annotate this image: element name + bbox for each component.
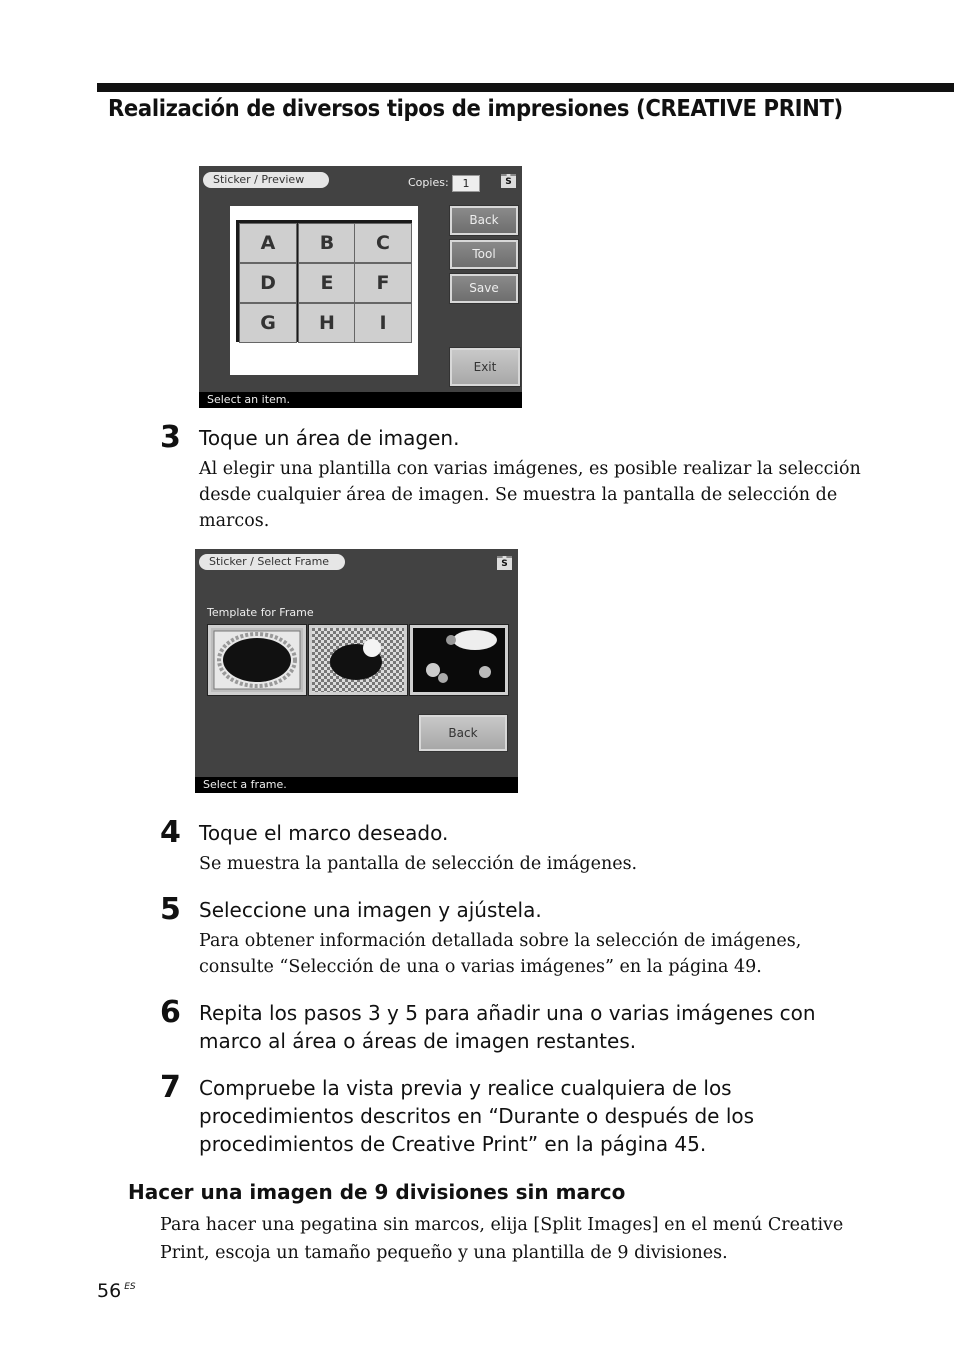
step-title: Seleccione una imagen y ajústela. [199, 898, 542, 922]
step-number: 3 [160, 420, 181, 455]
screen-title: Sticker / Preview [203, 172, 329, 188]
oval-frame-image [211, 628, 303, 692]
step-body-line: Para obtener información detallada sobre la selección de imágenes, [199, 931, 802, 951]
step-body-line: Se muestra la pantalla de selección de imágenes. [199, 854, 638, 874]
grid-cell-e[interactable]: E [298, 263, 356, 303]
step-title: Toque un área de imagen. [199, 426, 460, 450]
step-body-line: marcos. [199, 511, 270, 531]
step-line: Compruebe la vista previa y realice cualquiera de los [199, 1076, 732, 1100]
frame-thumbnail-pattern[interactable] [309, 625, 407, 695]
header-rule [97, 83, 954, 92]
exit-button[interactable]: Exit [450, 348, 520, 386]
grid-cell-g[interactable]: G [239, 303, 297, 343]
frame-thumbnail-oval[interactable] [208, 625, 306, 695]
copies-label: Copies: [408, 176, 449, 189]
step-body-line: consulte “Selección de una o varias imágenes” en la página 49. [199, 957, 762, 977]
step-body-line: desde cualquier área de imagen. Se muestra la pantalla de selección de [199, 485, 838, 505]
grid-cell-h[interactable]: H [298, 303, 356, 343]
step-body-line: Al elegir una plantilla con varias imágenes, es posible realizar la selección [199, 459, 861, 479]
copies-input[interactable]: 1 [452, 175, 480, 192]
step-line: marco al área o áreas de imagen restantes. [199, 1029, 637, 1053]
step-number: 5 [160, 892, 181, 927]
status-bar: Select an item. [199, 392, 522, 408]
back-button[interactable]: Back [419, 715, 507, 751]
status-bar: Select a frame. [195, 777, 518, 793]
grid-cell-a[interactable]: A [239, 223, 297, 263]
step-title: Toque el marco deseado. [199, 821, 449, 845]
step-number: 4 [160, 815, 181, 850]
grid-cell-f[interactable]: F [354, 263, 412, 303]
step-line: procedimientos de Creative Print” en la página 45. [199, 1132, 707, 1156]
step-number: 7 [160, 1070, 181, 1105]
select-frame-screenshot [195, 549, 518, 793]
back-button[interactable]: Back [450, 206, 518, 235]
frame-thumbnail-floral[interactable] [410, 625, 508, 695]
save-button[interactable]: Save [450, 274, 518, 303]
pattern-frame-image [312, 628, 404, 692]
screen-title: Sticker / Select Frame [199, 554, 345, 570]
page-number: 56 $^{ES}$ [97, 1280, 136, 1302]
template-label: Template for Frame [207, 606, 314, 619]
step-line: Repita los pasos 3 y 5 para añadir una o varias imágenes con [199, 1001, 816, 1025]
preview-screenshot [199, 166, 522, 408]
grid-cell-b[interactable]: B [298, 223, 356, 263]
page-title: Realización de diversos tipos de impresiones (CREATIVE PRINT) [108, 96, 843, 122]
grid-cell-i[interactable]: I [354, 303, 412, 343]
memory-card-icon: S [501, 174, 516, 188]
section-body-line: Para hacer una pegatina sin marcos, elija [Split Images] en el menú Creative [160, 1215, 844, 1235]
memory-card-icon: S [497, 556, 512, 570]
grid-cell-d[interactable]: D [239, 263, 297, 303]
step-number: 6 [160, 995, 181, 1030]
step-line: procedimientos descritos en “Durante o después de los [199, 1104, 755, 1128]
section-heading: Hacer una imagen de 9 divisiones sin marco [128, 1180, 626, 1204]
floral-frame-image [413, 628, 505, 692]
tool-button[interactable]: Tool [450, 240, 518, 269]
grid-cell-c[interactable]: C [354, 223, 412, 263]
section-body-line: Print, escoja un tamaño pequeño y una plantilla de 9 divisiones. [160, 1243, 728, 1263]
language-code: ES [124, 1282, 136, 1292]
